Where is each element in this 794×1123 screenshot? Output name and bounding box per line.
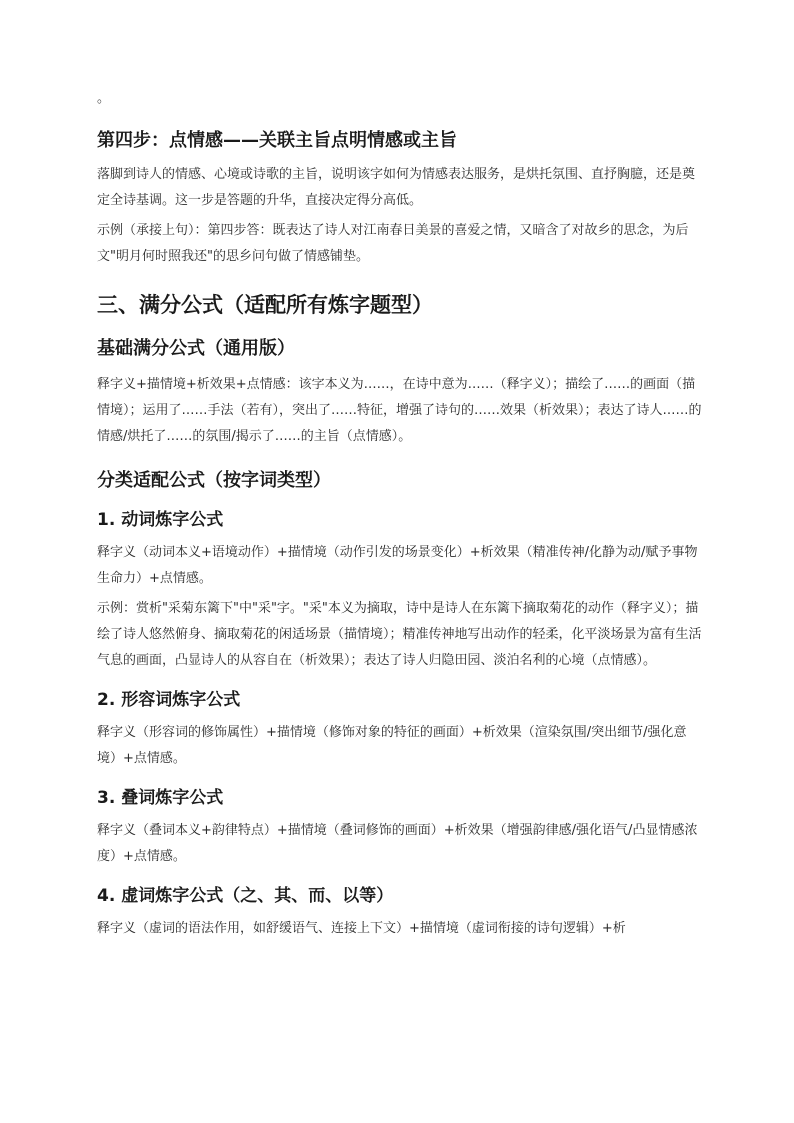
- verb-formula-paragraph: 释字义（动词本义+语境动作）+描情境（动作引发的场景变化）+析效果（精准传神/化静为动/赋予事物生命力）+点情感。: [97, 545, 698, 586]
- basic-formula-heading: 基础满分公式（通用版）: [97, 338, 295, 359]
- section3-heading: 三、满分公式（适配所有炼字题型）: [97, 293, 433, 317]
- function-word-formula-paragraph: 释字义（虚词的语法作用，如舒缓语气、连接上下文）+描情境（虚词衔接的诗句逻辑）+析: [97, 921, 626, 936]
- step4-paragraph: 落脚到诗人的情感、心境或诗歌的主旨，说明该字如何为情感表达服务，是烘托氛围、直抒胸臆，还是奠定全诗基调。这一步是答题的升华，直接决定得分高低。: [97, 167, 696, 208]
- adjective-formula-paragraph: 释字义（形容词的修饰属性）+描情境（修饰对象的特征的画面）+析效果（渲染氛围/突出细节/强化意境）+点情感。: [97, 725, 687, 766]
- step4-example: 示例（承接上句）：第四步答：既表达了诗人对江南春日美景的喜爱之情，又暗含了对故乡的思念，为后文"明月何时照我还"的思乡问句做了情感铺垫。: [97, 223, 689, 264]
- document-page: [97, 88, 705, 946]
- step4-heading: 第四步：点情感——关联主旨点明情感或主旨: [97, 130, 457, 151]
- verb-formula-example: 示例：赏析"采菊东篱下"中"采"字。"采"本义为摘取，诗中是诗人在东篱下摘取菊花的动作（释字义）；描绘了诗人悠然俯身、摘取菊花的闲适场景（描情境）；精准传神地写出动作的轻柔，化平淡场景为富有生活气息的画面，凸显诗人的从容自在（析效果）；表达了诗人归隐田园、淡泊名利的心境（点情感）。: [97, 601, 702, 668]
- classified-formula-heading: 分类适配公式（按字词类型）: [97, 470, 331, 491]
- reduplication-formula-paragraph: 释字义（叠词本义+韵律特点）+描情境（叠词修饰的画面）+析效果（增强韵律感/强化语气/凸显情感浓度）+点情感。: [97, 823, 698, 864]
- adjective-formula-heading: 2. 形容词炼字公式: [97, 690, 241, 710]
- reduplication-formula-heading: 3. 叠词炼字公式: [97, 788, 224, 808]
- trailing-punctuation: 。: [97, 91, 111, 106]
- verb-formula-heading: 1. 动词炼字公式: [97, 510, 224, 530]
- basic-formula-paragraph: 释字义+描情境+析效果+点情感：该字本义为……，在诗中意为……（释字义）；描绘了……的画面（描情境）；运用了……手法（若有），突出了……特征，增强了诗句的……效果（析效果）；表达了诗人……的情感/烘托了……的氛围/揭示了……的主旨（点情感）。: [97, 377, 702, 444]
- function-word-formula-heading: 4. 虚词炼字公式（之、其、而、以等）: [97, 886, 394, 906]
